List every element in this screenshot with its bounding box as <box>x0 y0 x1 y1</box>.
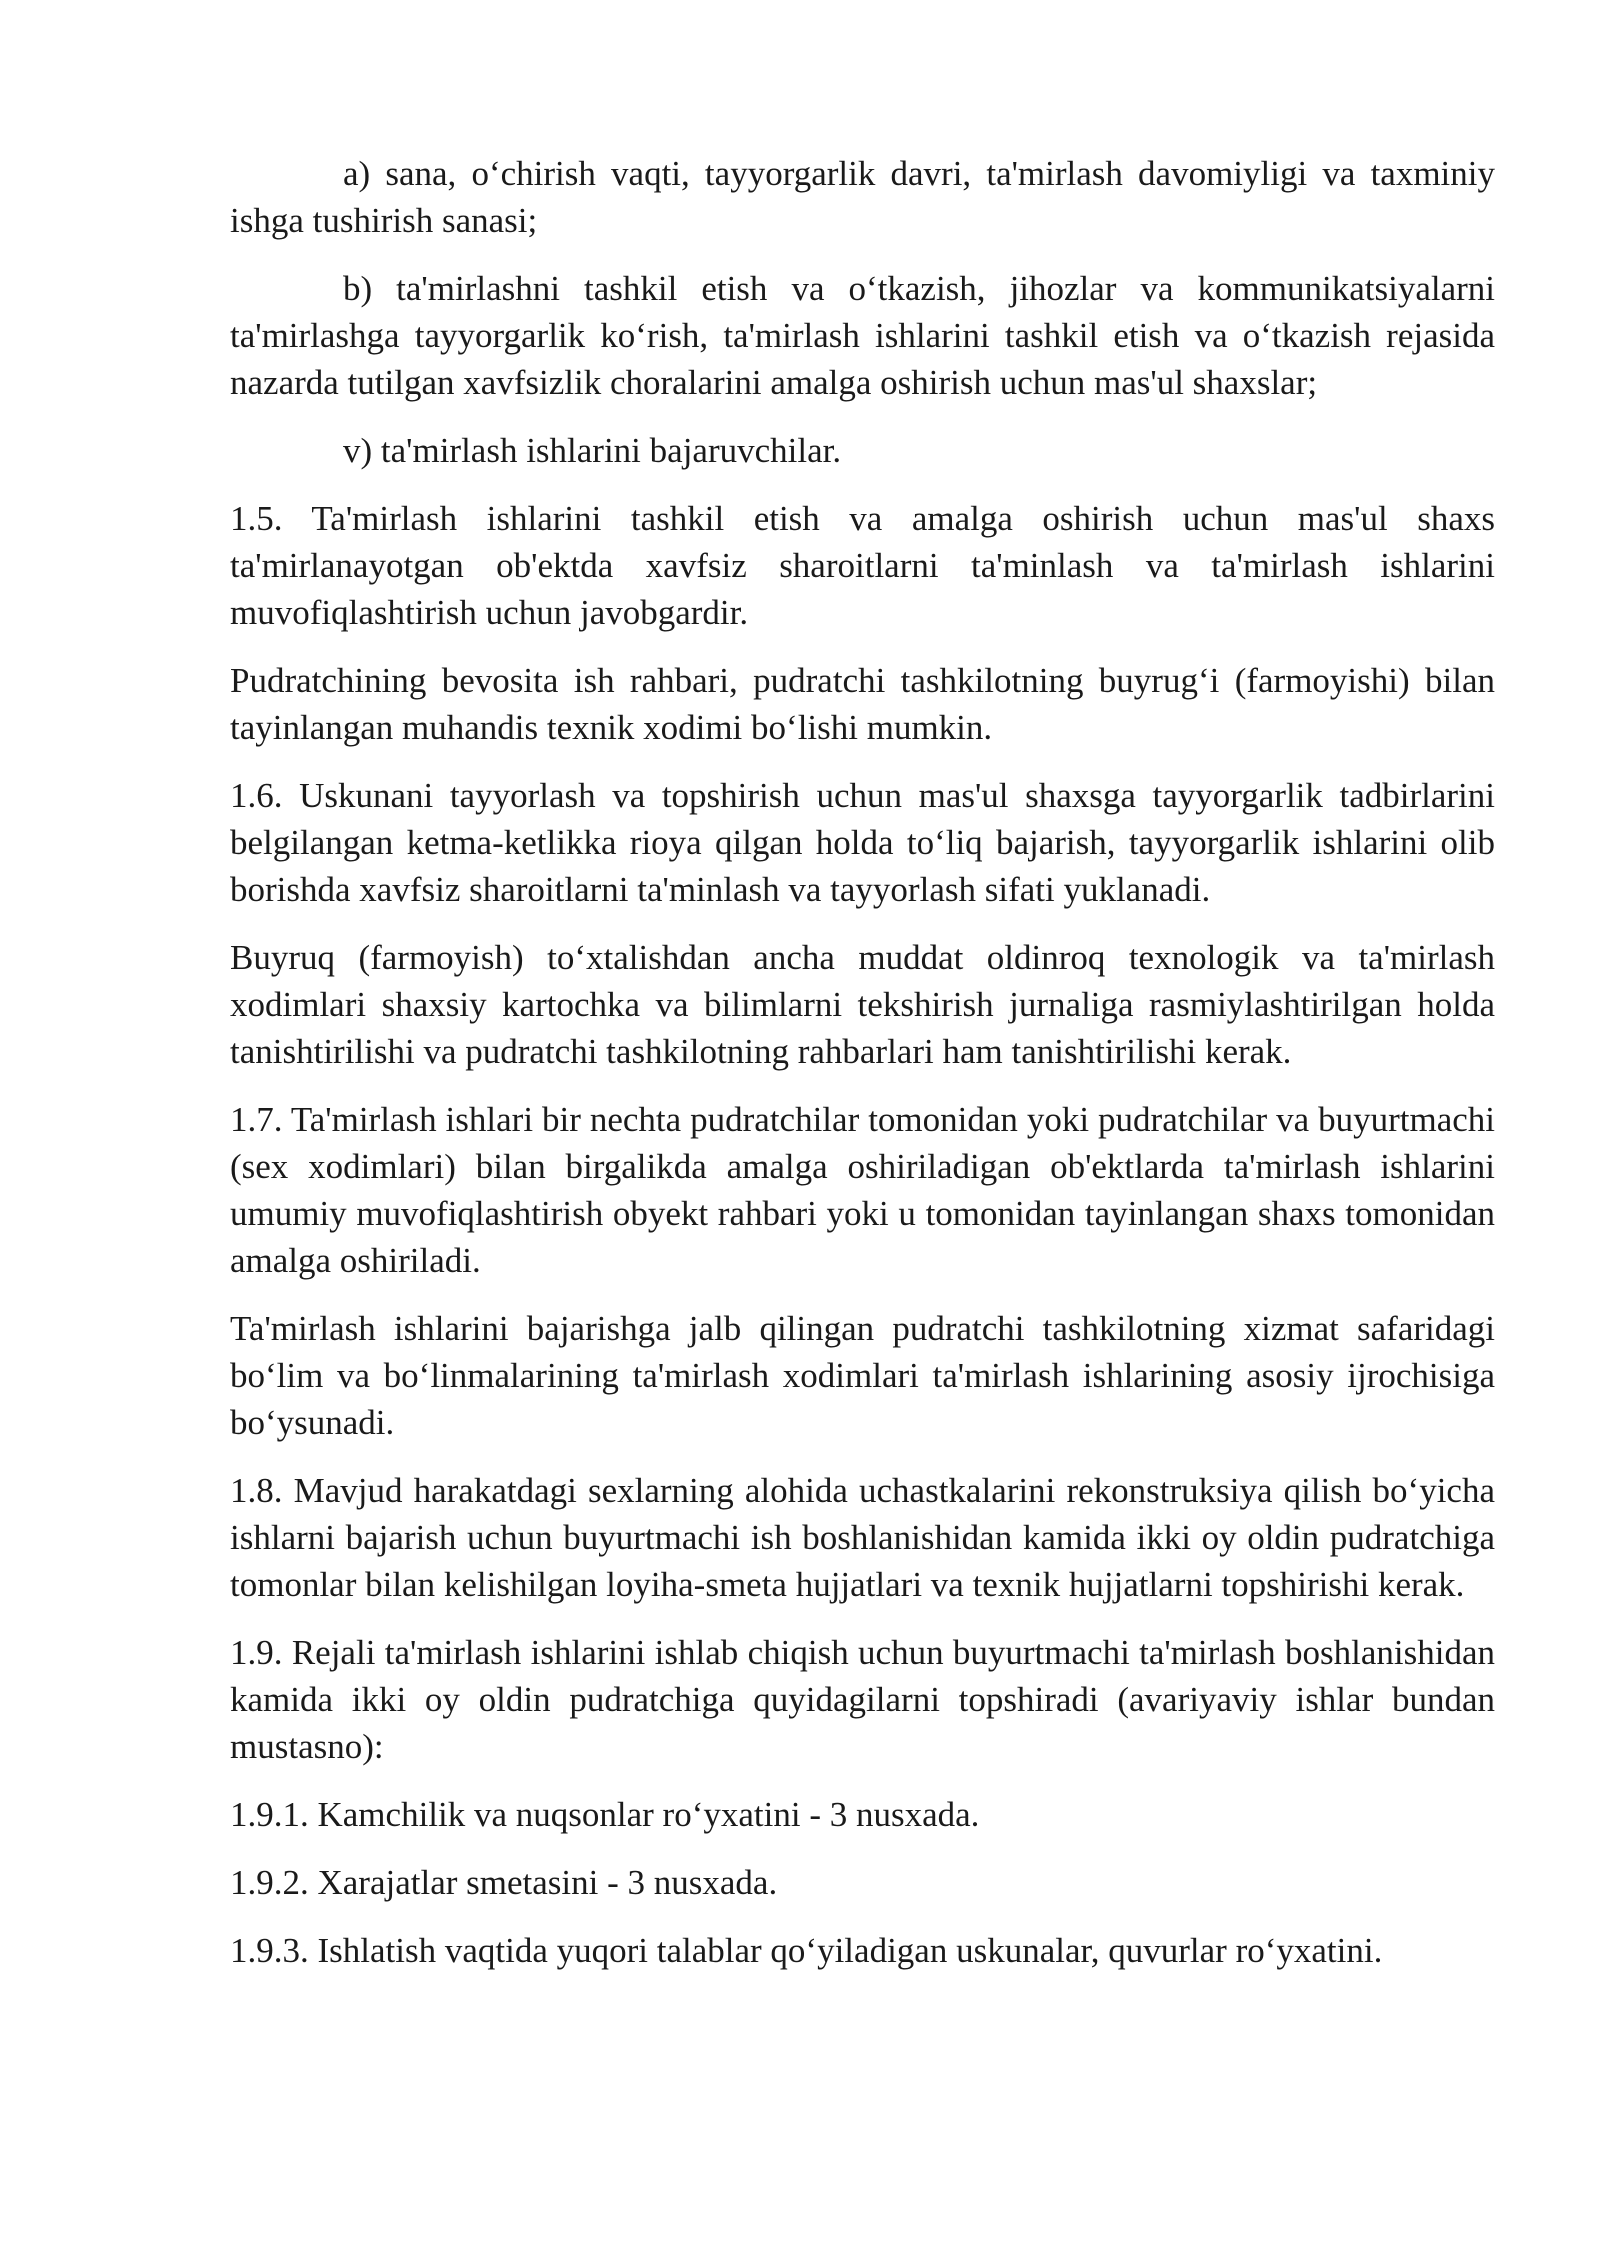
paragraph-1-8: 1.8. Mavjud harakatdagi sexlarning alohida uchastkalarini rekonstruksiya qilish bo‘yicha ishlarni bajarish uchun buyurtmachi ish boshlanishidan kamida ikki oy oldin pudratchiga tomonlar bilan kelishilgan loyiha-smeta hujjatlari va texnik hujjatlarni topshirishi kerak. <box>230 1471 1495 1604</box>
paragraph-repair-staff-subordination: Ta'mirlash ishlarini bajarishga jalb qilingan pudratchi tashkilotning xizmat safaridagi bo‘lim va bo‘linmalarining ta'mirlash xodimlari ta'mirlash ishlarining asosiy ijrochisiga bo‘ysunadi. <box>230 1309 1495 1442</box>
paragraph-1-7: 1.7. Ta'mirlash ishlari bir nechta pudratchilar tomonidan yoki pudratchilar va buyurtmachi (sex xodimlari) bilan birgalikda amalga oshiriladigan ob'ektlarda ta'mirlash ishlarini umumiy muvofiqlashtirish obyekt rahbari yoki u tomonidan tayinlangan shaxs tomonidan amalga oshiriladi. <box>230 1100 1495 1280</box>
document-page <box>230 150 1495 1995</box>
paragraph-1-5: 1.5. Ta'mirlash ishlarini tashkil etish va amalga oshirish uchun mas'ul shaxs ta'mirlanayotgan ob'ektda xavfsiz sharoitlarni ta'minlash va ta'mirlash ishlarini muvofiqlashtirish uchun javobgardir. <box>230 499 1495 632</box>
paragraph-contractor-supervisor: Pudratchining bevosita ish rahbari, pudratchi tashkilotning buyrug‘i (farmoyishi) bilan tayinlangan muhandis texnik xodimi bo‘lishi mumkin. <box>230 661 1495 747</box>
paragraph-1-9-3: 1.9.3. Ishlatish vaqtida yuqori talablar qo‘yiladigan uskunalar, quvurlar ro‘yxatini. <box>230 1931 1383 1970</box>
paragraph-1-9: 1.9. Rejali ta'mirlash ishlarini ishlab chiqish uchun buyurtmachi ta'mirlash boshlanishidan kamida ikki oy oldin pudratchiga quyidagilarni topshiradi (avariyaviy ishlar bundan mustasno): <box>230 1633 1495 1766</box>
paragraph-order-familiarization: Buyruq (farmoyish) to‘xtalishdan ancha muddat oldinroq texnologik va ta'mirlash xodimlari shaxsiy kartochka va bilimlarni tekshirish jurnaliga rasmiylashtirilgan holda tanishtirilishi va pudratchi tashkilotning rahbarlari ham tanishtirilishi kerak. <box>230 938 1495 1071</box>
paragraph-1-6: 1.6. Uskunani tayyorlash va topshirish uchun mas'ul shaxsga tayyorgarlik tadbirlarini belgilangan ketma-ketlikka rioya qilgan holda to‘liq bajarish, tayyorgarlik ishlarini olib borishda xavfsiz sharoitlarni ta'minlash va tayyorlash sifati yuklanadi. <box>230 776 1495 909</box>
paragraph-item-a: a) sana, o‘chirish vaqti, tayyorgarlik davri, ta'mirlash davomiyligi va taxminiy ishga tushirish sanasi; <box>230 154 1495 240</box>
paragraph-1-9-1: 1.9.1. Kamchilik va nuqsonlar ro‘yxatini - 3 nusxada. <box>230 1795 980 1834</box>
paragraph-1-9-2: 1.9.2. Xarajatlar smetasini - 3 nusxada. <box>230 1863 778 1902</box>
paragraph-item-b: b) ta'mirlashni tashkil etish va o‘tkazish, jihozlar va kommunikatsiyalarni ta'mirlashga tayyorgarlik ko‘rish, ta'mirlash ishlarini tashkil etish va o‘tkazish rejasida nazarda tutilgan xavfsizlik choralarini amalga oshirish uchun mas'ul shaxslar; <box>230 269 1495 402</box>
paragraph-item-v: v) ta'mirlash ishlarini bajaruvchilar. <box>343 431 842 470</box>
